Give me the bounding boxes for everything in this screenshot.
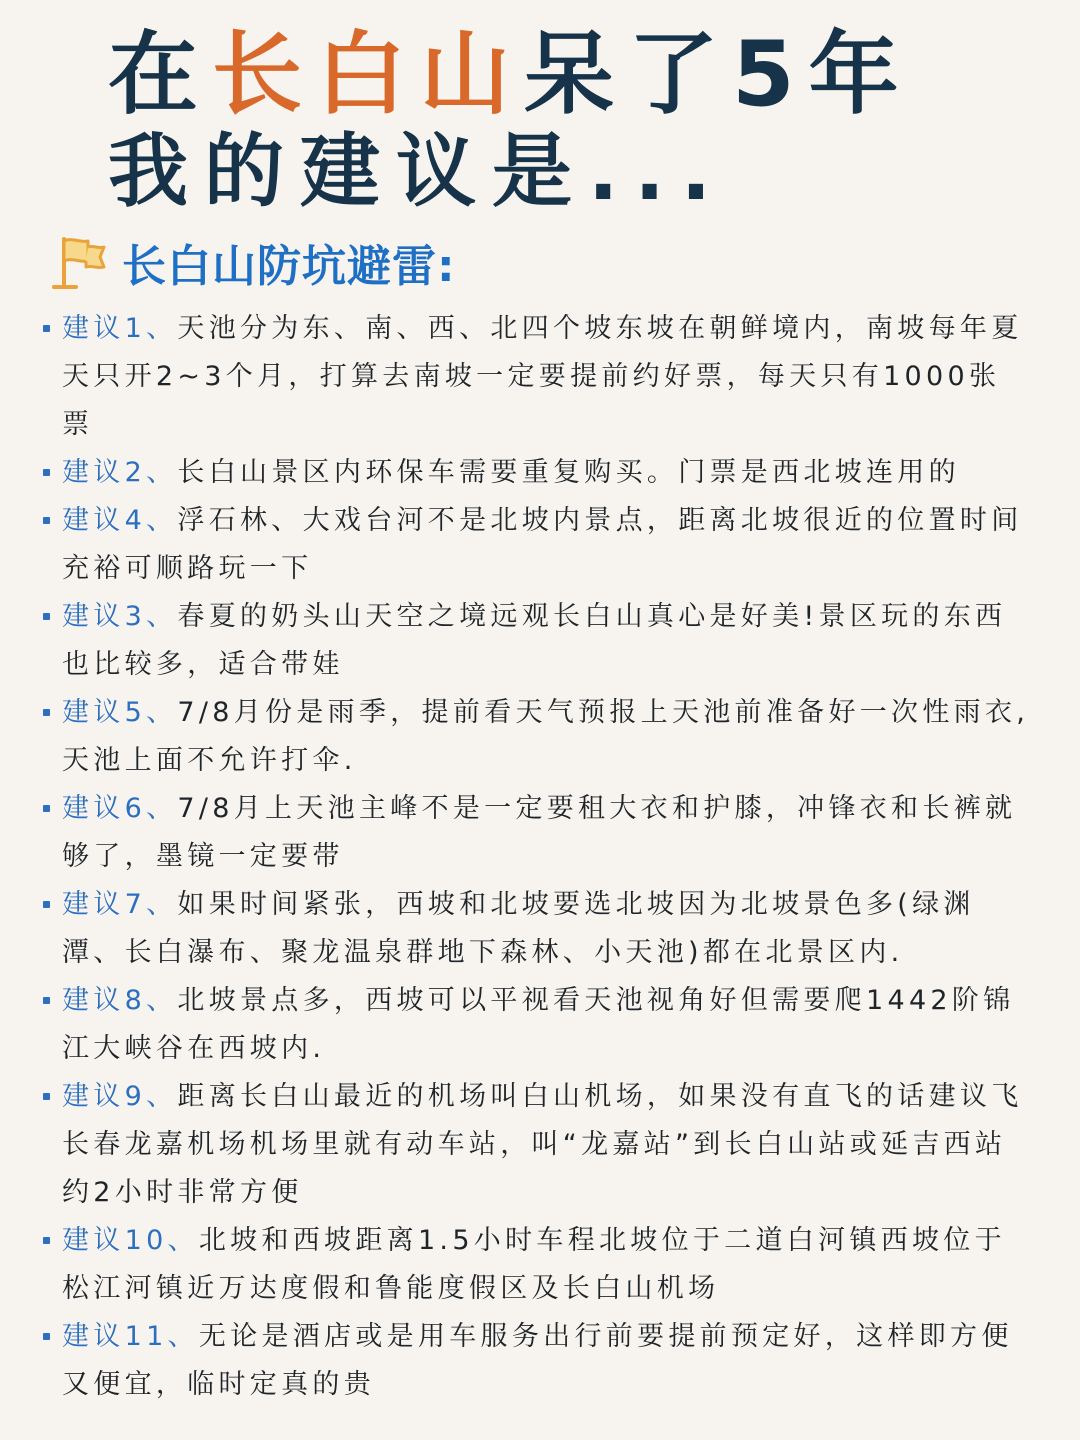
bullet-icon xyxy=(43,1237,50,1244)
tip-text: 北坡和西坡距离1.5小时车程北坡位于二道白河镇西坡位于松江河镇近万达度假和鲁能度假区及长白山机场 xyxy=(62,1225,1006,1304)
tips-list xyxy=(40,305,1030,1409)
tip-item xyxy=(40,305,1030,449)
section-heading xyxy=(50,230,456,294)
tip-label: 建议7、 xyxy=(62,889,178,920)
title-line-2: 我的建议是... xyxy=(108,125,728,218)
title-line-1 xyxy=(108,22,913,127)
tip-item xyxy=(40,785,1030,881)
title-prefix: 在 xyxy=(108,22,212,127)
tip-item xyxy=(40,497,1030,593)
bullet-icon xyxy=(43,901,50,908)
tip-item xyxy=(40,881,1030,977)
tip-item xyxy=(40,593,1030,689)
bullet-icon xyxy=(43,325,50,332)
tip-text: 如果时间紧张，西坡和北坡要选北坡因为北坡景色多(绿渊潭、长白瀑布、聚龙温泉群地下森林、小天池)都在北景区内. xyxy=(62,889,975,968)
tip-text: 无论是酒店或是用车服务出行前要提前预定好，这样即方便又便宜，临时定真的贵 xyxy=(62,1321,1013,1400)
tip-text: 长白山景区内环保车需要重复购买。门票是西北坡连用的 xyxy=(177,457,960,488)
tip-label: 建议4、 xyxy=(62,505,178,536)
bullet-icon xyxy=(43,1333,50,1340)
tip-item xyxy=(40,1073,1030,1217)
tip-item xyxy=(40,977,1030,1073)
tip-text: 天池分为东、南、西、北四个坡东坡在朝鲜境内，南坡每年夏天只开2~3个月，打算去南坡一定要提前约好票，每天只有1000张票 xyxy=(62,313,1023,440)
tip-label: 建议5、 xyxy=(62,697,178,728)
bullet-icon xyxy=(43,517,50,524)
tip-label: 建议2、 xyxy=(62,457,178,488)
bullet-icon xyxy=(43,1093,50,1100)
bullet-icon xyxy=(43,469,50,476)
tip-label: 建议11、 xyxy=(62,1321,199,1352)
tip-item xyxy=(40,449,1030,497)
bullet-icon xyxy=(43,709,50,716)
tip-text: 距离长白山最近的机场叫白山机场，如果没有直飞的话建议飞长春龙嘉机场机场里就有动车站，叫“龙嘉站”到长白山站或延吉西站约2小时非常方便 xyxy=(62,1081,1023,1208)
tip-label: 建议3、 xyxy=(62,601,178,632)
title-highlight: 长白山 xyxy=(212,22,524,127)
tip-item xyxy=(40,1313,1030,1409)
tip-label: 建议9、 xyxy=(62,1081,178,1112)
title-suffix: 呆了5年 xyxy=(524,22,913,127)
tip-item xyxy=(40,689,1030,785)
tip-text: 7/8月上天池主峰不是一定要租大衣和护膝，冲锋衣和长裤就够了，墨镜一定要带 xyxy=(62,793,1017,872)
tip-text: 北坡景点多，西坡可以平视看天池视角好但需要爬1442阶锦江大峡谷在西坡内. xyxy=(62,985,1015,1064)
tip-label: 建议8、 xyxy=(62,985,178,1016)
tip-label: 建议6、 xyxy=(62,793,178,824)
bullet-icon xyxy=(43,997,50,1004)
tip-label: 建议1、 xyxy=(62,313,178,344)
tip-text: 春夏的奶头山天空之境远观长白山真心是好美!景区玩的东西也比较多，适合带娃 xyxy=(62,601,1007,680)
tip-label: 建议10、 xyxy=(62,1225,199,1256)
tip-text: 7/8月份是雨季，提前看天气预报上天池前准备好一次性雨衣,天池上面不允许打伞. xyxy=(62,697,1030,776)
bullet-icon xyxy=(43,613,50,620)
tip-item xyxy=(40,1217,1030,1313)
flag-icon xyxy=(50,233,108,291)
bullet-icon xyxy=(43,805,50,812)
tip-text: 浮石林、大戏台河不是北坡内景点，距离北坡很近的位置时间充裕可顺路玩一下 xyxy=(62,505,1023,584)
section-title: 长白山防坑避雷: xyxy=(122,241,456,292)
